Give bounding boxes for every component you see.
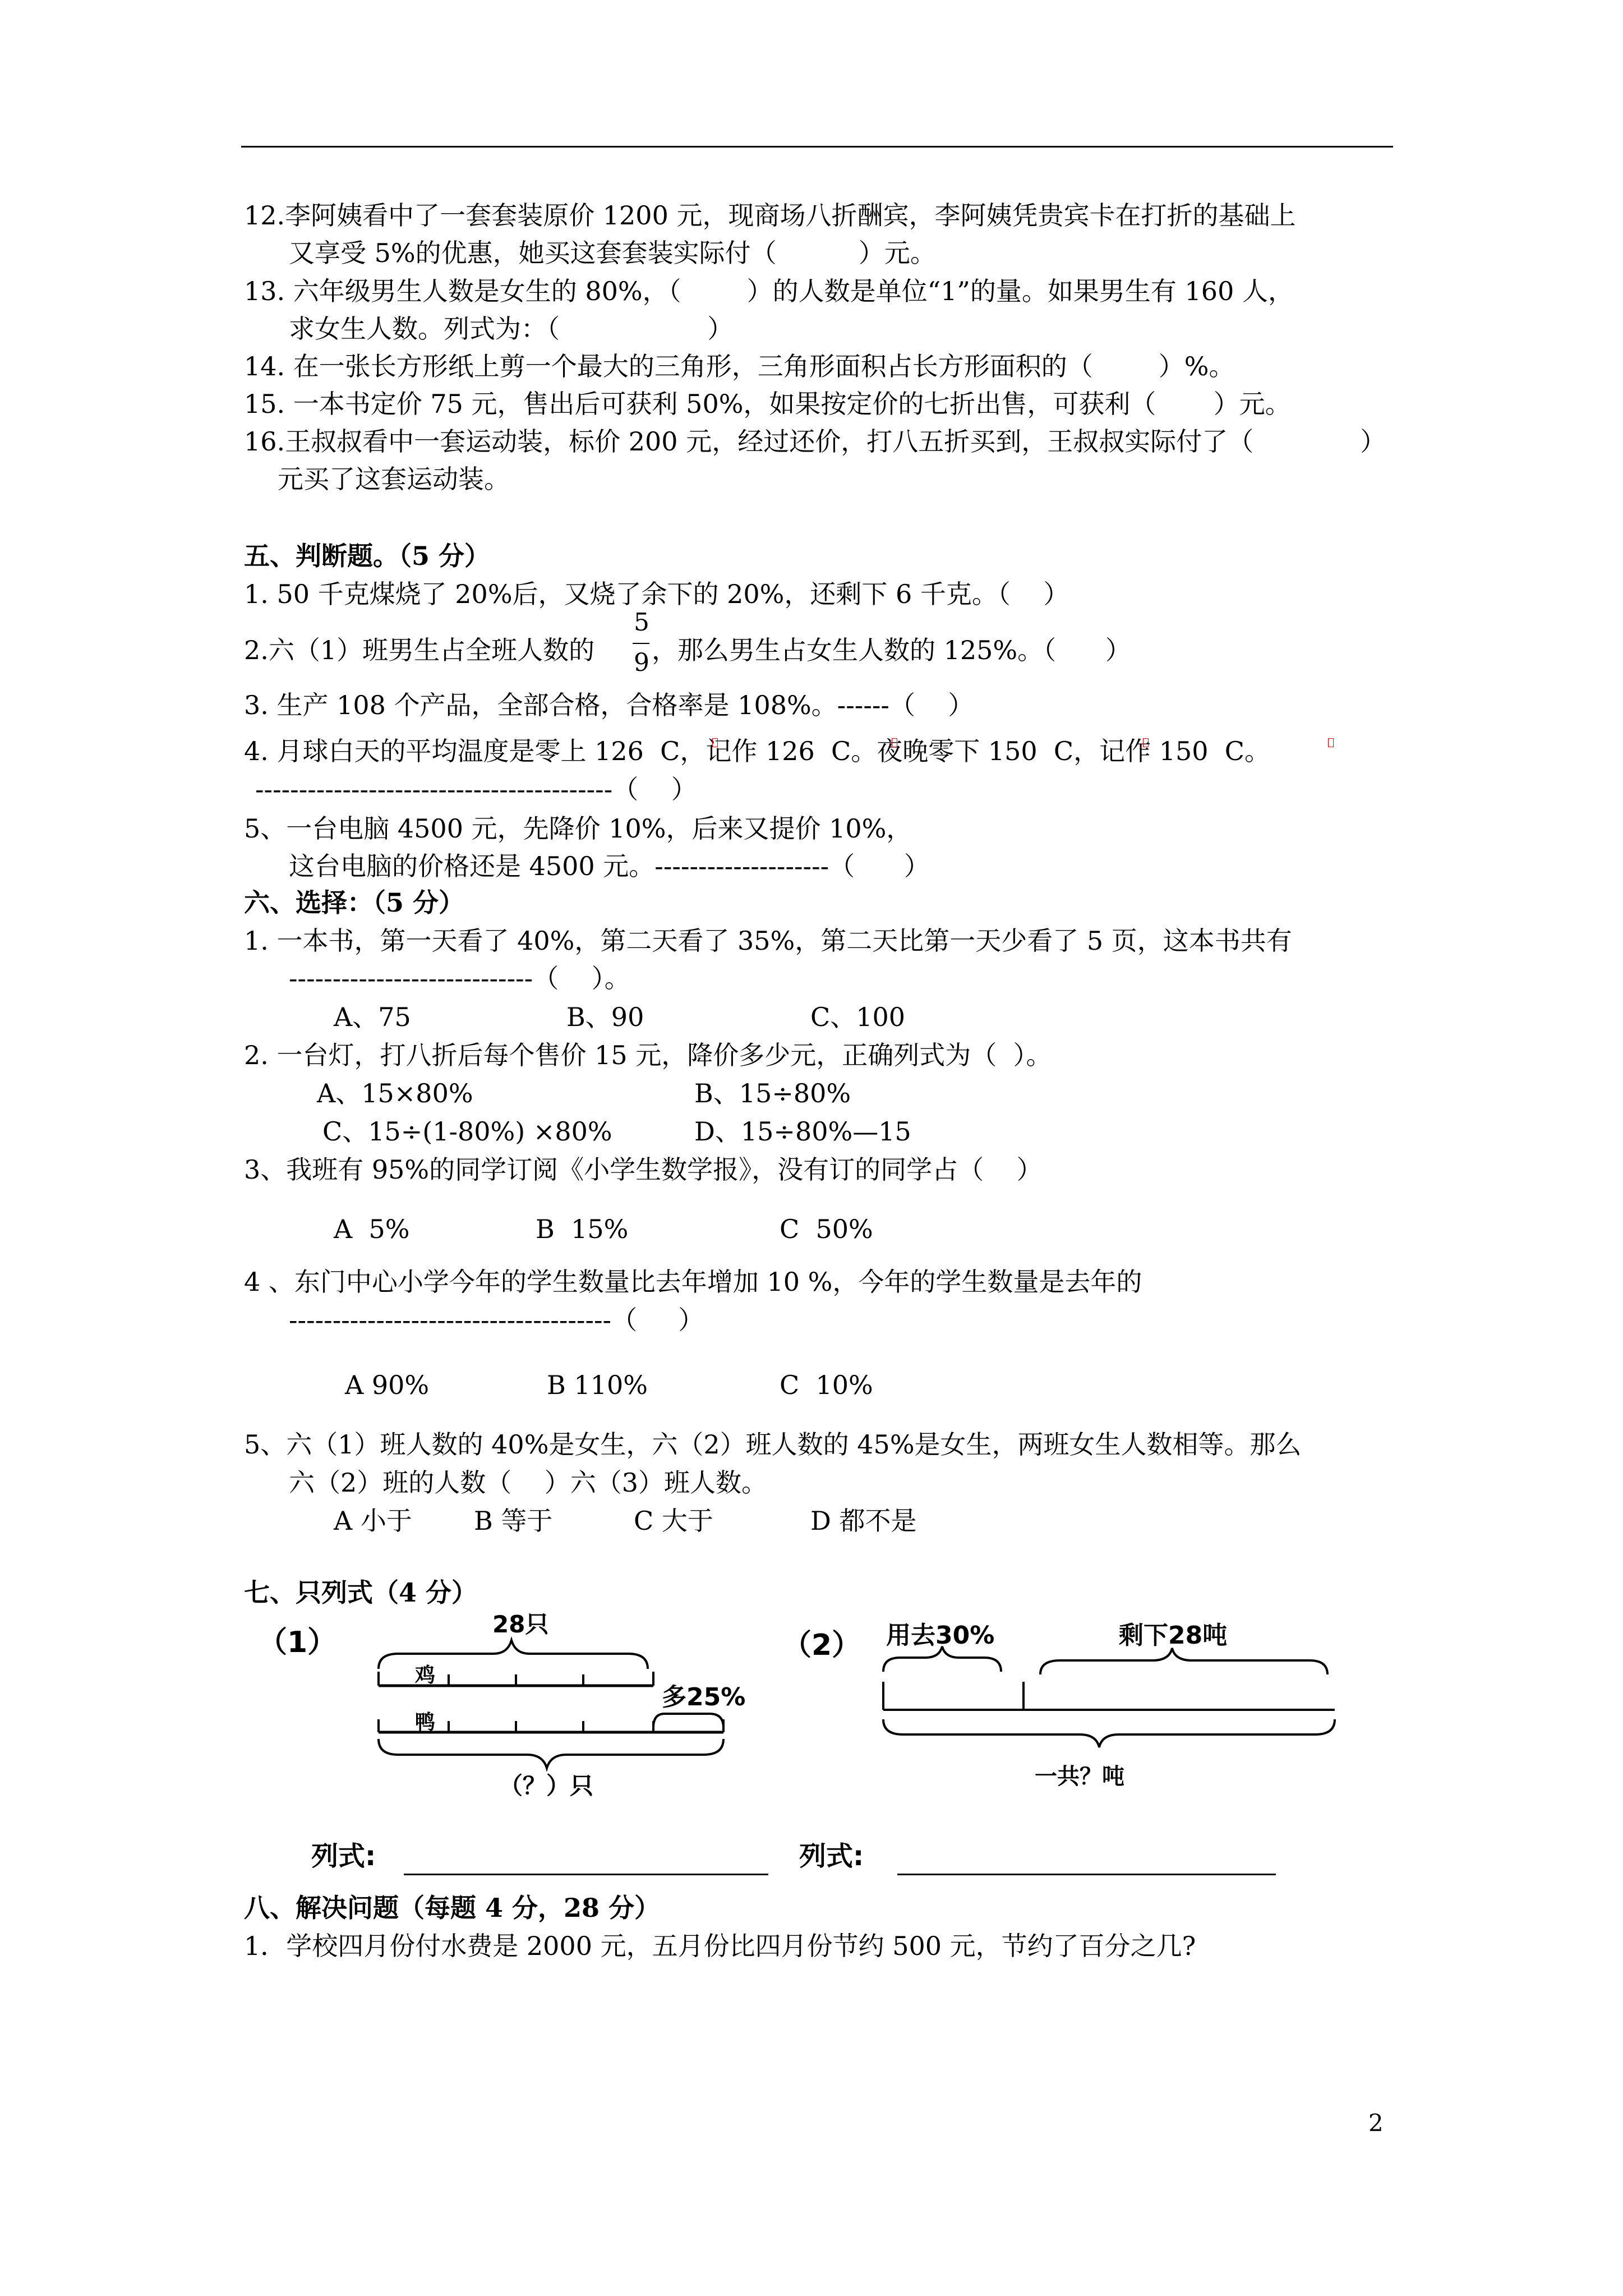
section6-heading: 六、选择：（5 分） <box>244 887 465 918</box>
s5-q2-pre: 2.六（1）班男生占全班人数的 <box>244 635 595 665</box>
page-number: 2 <box>1368 2109 1384 2137</box>
s5-q5-line1: 5、一台电脑 4500 元，先降价 10%，后来又提价 10%， <box>244 813 912 844</box>
s6-q2-line: 2. 一台灯，打八折后每个售价 15 元，降价多少元，正确列式为（ ）。 <box>244 1040 1052 1070</box>
fig1-more-label: 多25% <box>662 1683 746 1711</box>
fig1-bottom-brace <box>379 1739 723 1768</box>
q14: 14. 在一张长方形纸上剪一个最大的三角形，三角形面积占长方形面积的（ ）%。 <box>244 351 1235 381</box>
fig2-left-brace <box>1040 1648 1327 1674</box>
s6-q3-option-b: B 15% <box>536 1214 629 1244</box>
s6-q3-line: 3、我班有 95%的同学订阅《小学生数学报》，没有订的同学占（ ） <box>244 1154 1043 1185</box>
formula2-answer-line[interactable] <box>897 1874 1276 1875</box>
s6-q4-line1: 4 、东门中心小学今年的学生数量比去年增加 10 %，今年的学生数量是去年的 <box>244 1267 1142 1297</box>
formula1-label: 列式: <box>311 1841 376 1872</box>
s6-q5-line1: 5、六（1）班人数的 40%是女生，六（2）班人数的 45%是女生，两班女生人数相等。那么 <box>244 1429 1302 1460</box>
s6-q4-line2: -------------------------------------（ ） <box>289 1305 704 1335</box>
s5-q2-post: ，那么男生占女生人数的 125%。（ ） <box>652 635 1131 665</box>
fig2-used-label: 用去30% <box>886 1621 995 1650</box>
s6-q2-option-a: A、15×80% <box>317 1078 473 1108</box>
s6-q3-option-a: A 5% <box>334 1214 410 1244</box>
s6-q4-option-b: B 110% <box>547 1370 648 1400</box>
s5-q2-numerator: 5 <box>634 608 649 637</box>
formula1-answer-line[interactable] <box>404 1874 768 1875</box>
figure-used-remaining <box>782 1604 1343 1806</box>
s5-q2-fraction-bar <box>633 643 649 644</box>
q13-line1: 13. 六年级男生人数是女生的 80%，（ ）的人数是单位“1”的量。如果男生有 160 人， <box>244 276 1294 306</box>
s5-q1: 1. 50 千克煤烧了 20%后，又烧了余下的 20%，还剩下 6 千克。（ ） <box>244 579 1069 609</box>
s5-q5-line2: 这台电脑的价格还是 4500 元。--------------------（ ） <box>289 851 930 881</box>
s6-q5-option-d: D 都不是 <box>810 1506 917 1536</box>
fig2-label: （2） <box>782 1628 861 1662</box>
fig2-left-label: 剩下28吨 <box>1119 1621 1228 1650</box>
fig1-extra-brace <box>653 1714 723 1728</box>
s6-q2-option-b: B、15÷80% <box>694 1078 851 1108</box>
s5-q3: 3. 生产 108 个产品，全部合格，合格率是 108%。------（ ） <box>244 690 974 720</box>
fig1-duck-label: 鸭 <box>415 1711 436 1734</box>
s6-q1-line1: 1. 一本书，第一天看了 40%，第二天看了 35%，第二天比第一天少看了 5 页，这本书共有 <box>244 926 1292 956</box>
s6-q4-option-a: A 90% <box>345 1370 430 1400</box>
q15: 15. 一本书定价 75 元，售出后可获利 50%，如果按定价的七折出售，可获利（ ）元。 <box>244 389 1291 419</box>
s6-q1-option-c: C、100 <box>810 1002 905 1032</box>
s6-q3-option-c: C 50% <box>780 1214 873 1244</box>
q13-line2: 求女生人数。列式为：（ ） <box>289 314 734 344</box>
formula2-label: 列式: <box>799 1841 864 1872</box>
s6-q5-line2: 六（2）班的人数（ ）六（3）班人数。 <box>289 1467 768 1498</box>
fig1-top-label: 28只 <box>492 1611 549 1638</box>
q12-line1: 12.李阿姨看中了一套套装原价 1200 元，现商场八折酬宾，李阿姨凭贵宾卡在打折的基础上 <box>244 200 1296 231</box>
fig1-label: （1） <box>258 1626 337 1659</box>
s6-q2-option-c: C、15÷(1-80%) ×80% <box>322 1116 612 1147</box>
fig2-used-brace <box>883 1646 1001 1672</box>
s6-q2-option-d: D、15÷80%—15 <box>694 1116 911 1147</box>
s6-q5-option-a: A 小于 <box>334 1506 412 1536</box>
q16-line1: 16.王叔叔看中一套运动装，标价 200 元，经过还价，打八五折买到，王叔叔实际付了（ ） <box>244 426 1386 457</box>
section7-heading: 七、只列式（4 分） <box>244 1577 478 1608</box>
q12-line2: 又享受 5%的优惠，她买这套套装实际付（ ）元。 <box>289 238 936 268</box>
figure-chicken-duck <box>258 1604 763 1806</box>
s6-q5-option-c: C 大于 <box>634 1506 713 1536</box>
s5-q4-line2: -----------------------------------------（ ） <box>255 774 697 804</box>
section8-heading: 八、解决问题（每题 4 分，28 分） <box>244 1893 661 1923</box>
fig1-chicken-label: 鸡 <box>415 1664 436 1687</box>
fig2-total-label: 一共？吨 <box>1035 1764 1124 1789</box>
degree-mark <box>1328 738 1334 747</box>
fig2-bottom-brace <box>883 1719 1335 1747</box>
section5-heading: 五、判断题。（5 分） <box>244 541 491 571</box>
s8-q1: 1．学校四月份付水费是 2000 元，五月份比四月份节约 500 元，节约了百分之几? <box>244 1931 1196 1961</box>
s5-q4-line1: 4. 月球白天的平均温度是零上 126 C，记作 126 C。夜晚零下 150 C，记作 150 C。 <box>244 736 1270 766</box>
s6-q1-option-b: B、90 <box>566 1002 644 1032</box>
s5-q2-denominator: 9 <box>634 648 649 677</box>
header-rule <box>241 146 1393 148</box>
s6-q1-line2: ----------------------------（ ）。 <box>289 963 630 993</box>
degree-mark <box>1143 738 1149 747</box>
q16-line2: 元买了这套运动装。 <box>278 464 510 494</box>
degree-mark <box>712 738 718 747</box>
s6-q5-option-b: B 等于 <box>474 1506 553 1536</box>
degree-mark <box>892 738 897 747</box>
s6-q4-option-c: C 10% <box>780 1370 873 1400</box>
s6-q1-option-a: A、75 <box>334 1002 411 1032</box>
fig1-bottom-label: （？）只 <box>499 1772 594 1800</box>
